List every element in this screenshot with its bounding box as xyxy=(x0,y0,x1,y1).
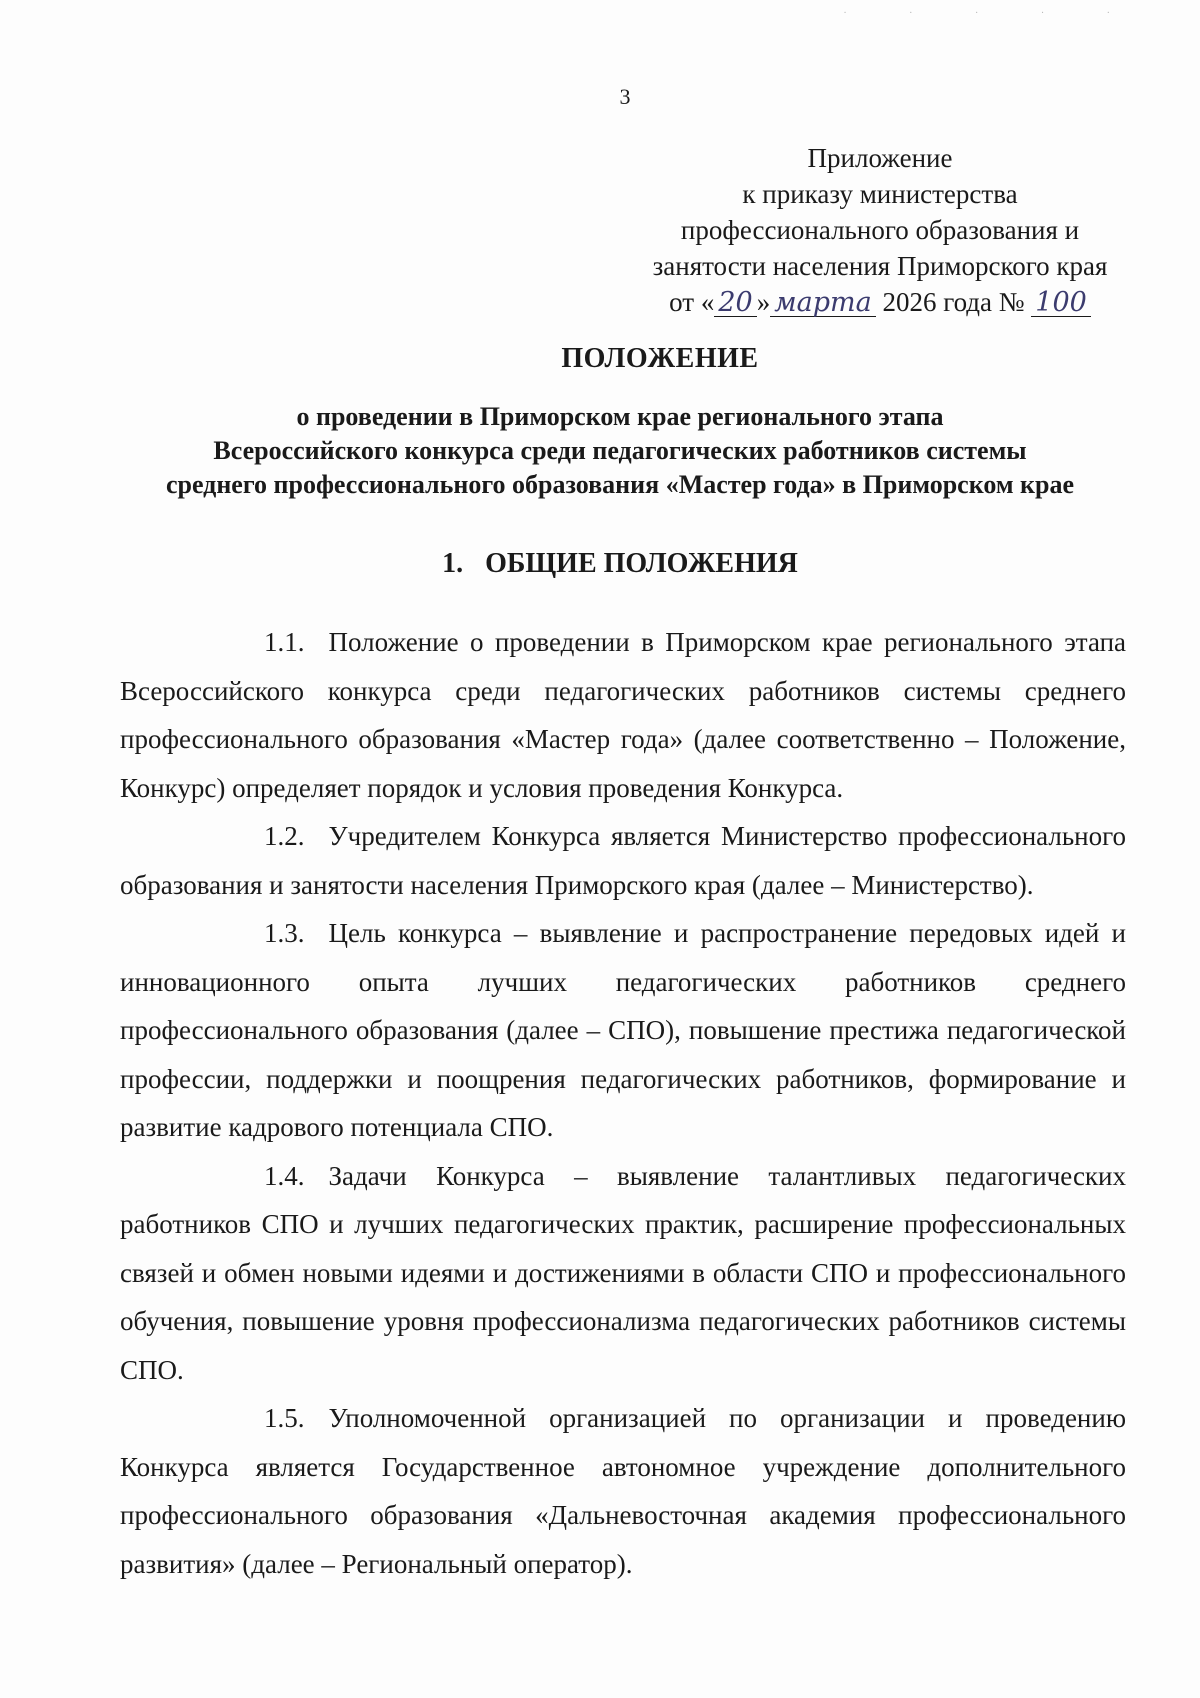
handwritten-day: 20 xyxy=(714,290,756,317)
paragraph-number: 1.5. xyxy=(264,1403,305,1433)
paragraph-number: 1.4. xyxy=(264,1160,305,1191)
appendix-block xyxy=(620,140,1140,320)
paragraph-1-5 xyxy=(120,1394,1126,1588)
subtitle-line-1: о проведении в Приморском крае регионального этапа xyxy=(296,402,944,431)
document-subtitle xyxy=(120,400,1120,502)
appendix-ministry-line: профессионального образования и xyxy=(680,215,1080,245)
handwritten-month: марта xyxy=(770,290,875,317)
paragraph-1-2 xyxy=(120,812,1126,909)
paragraph-1-1 xyxy=(120,618,1126,812)
paragraph-number: 1.1. xyxy=(264,627,305,657)
handwritten-order-number: 100 xyxy=(1031,290,1091,317)
section-number: 1. xyxy=(442,548,464,579)
paragraph-text: Уполномоченной организацией по организации и проведению Конкурса является Государственное автономное учреждение дополнительного профессионального образования «Дальневосточная академия профессионального развития» (далее – Региональный оператор). xyxy=(120,1403,1126,1579)
paragraph-text: Учредителем Конкурса является Министерство профессионального образования и занятости населения Приморского края (далее – Министерство). xyxy=(120,821,1126,900)
paragraph-number: 1.2. xyxy=(264,821,305,851)
appendix-date-line xyxy=(620,284,1140,320)
date-mid: » xyxy=(756,287,771,317)
document-title: ПОЛОЖЕНИЕ xyxy=(561,343,759,374)
page-number: 3 xyxy=(619,84,631,109)
date-suffix: 2026 года № xyxy=(875,287,1032,317)
paragraph-text: Положение о проведении в Приморском крае регионального этапа Всероссийского конкурса среди педагогических работников системы среднего профессионального образования «Мастер года» (далее соответственно – Положение, Конкурс) определяет порядок и условия проведения Конкурса. xyxy=(120,627,1126,803)
paragraph-text: Цель конкурса – выявление и распространение передовых идей и инновационного опыта лучших педагогических работников среднего профессионального образования (далее – СПО), повышение престижа педагогической профессии, поддержки и поощрения педагогических работников, формирование и развитие кадрового потенциала СПО. xyxy=(120,918,1126,1142)
section-heading xyxy=(0,548,1200,580)
scan-artifact-marks: · · · · · xyxy=(843,8,1140,19)
subtitle-line-3: среднего профессионального образования «Мастер года» в Приморском крае xyxy=(165,470,1075,499)
subtitle-line-2: Всероссийского конкурса среди педагогических работников системы xyxy=(213,436,1027,465)
paragraph-number: 1.3. xyxy=(264,918,305,948)
section-title: ОБЩИЕ ПОЛОЖЕНИЯ xyxy=(485,548,798,579)
appendix-title: Приложение xyxy=(807,143,953,173)
paragraph-1-3 xyxy=(120,909,1126,1152)
paragraph-text: Задачи Конкурса – выявление талантливых педагогических работников СПО и лучших педагогических практик, расширение профессиональных связей и обмен новыми идеями и достижениями в области СПО и профессионального обучения, повышение уровня профессионализма педагогических работников системы СПО. xyxy=(120,1160,1126,1385)
date-prefix: от « xyxy=(669,287,715,317)
appendix-order-ref: к приказу министерства xyxy=(742,179,1018,209)
appendix-ministry-line-2: занятости населения Приморского края xyxy=(652,251,1108,281)
paragraph-1-4 xyxy=(120,1152,1126,1395)
body-text xyxy=(120,618,1126,1588)
